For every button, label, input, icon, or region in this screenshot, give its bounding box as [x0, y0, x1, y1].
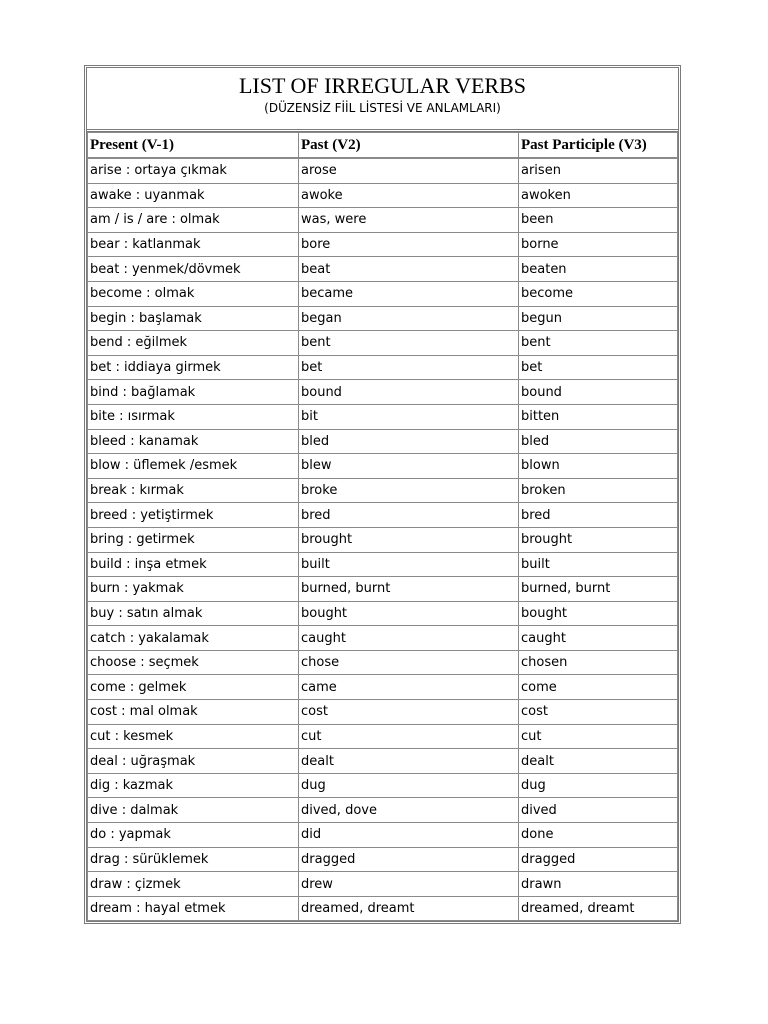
past-participle-cell: become [519, 281, 678, 306]
table-row [88, 823, 678, 848]
table-row [88, 478, 678, 503]
verb-list-sheet [84, 65, 681, 924]
table-row [88, 380, 678, 405]
present-cell: bite : ısırmak [88, 404, 299, 429]
table-body [88, 158, 678, 921]
page-subtitle: (DÜZENSİZ FİİL LİSTESİ VE ANLAMLARI) [264, 101, 501, 115]
past-cell: bound [299, 380, 519, 405]
table-row [88, 281, 678, 306]
present-cell: dream : hayal etmek [88, 896, 299, 921]
past-cell: beat [299, 257, 519, 282]
past-participle-cell: cost [519, 700, 678, 725]
page-title: LIST OF IRREGULAR VERBS [238, 73, 527, 98]
past-participle-cell: dived [519, 798, 678, 823]
past-participle-cell: built [519, 552, 678, 577]
past-cell: bled [299, 429, 519, 454]
past-cell: became [299, 281, 519, 306]
table-row [88, 183, 678, 208]
present-cell: cut : kesmek [88, 724, 299, 749]
past-cell: bred [299, 503, 519, 528]
present-cell: blow : üflemek /esmek [88, 454, 299, 479]
table-row [88, 626, 678, 651]
present-cell: awake : uyanmak [88, 183, 299, 208]
past-participle-cell: chosen [519, 650, 678, 675]
past-cell: dug [299, 773, 519, 798]
title-block [87, 68, 678, 132]
past-cell: bet [299, 355, 519, 380]
past-participle-cell: dug [519, 773, 678, 798]
present-cell: dig : kazmak [88, 773, 299, 798]
past-cell: began [299, 306, 519, 331]
present-cell: am / is / are : olmak [88, 208, 299, 233]
past-participle-cell: come [519, 675, 678, 700]
present-cell: dive : dalmak [88, 798, 299, 823]
present-cell: bet : iddiaya girmek [88, 355, 299, 380]
past-participle-cell: dreamed, dreamt [519, 896, 678, 921]
past-participle-cell: dealt [519, 749, 678, 774]
present-cell: bleed : kanamak [88, 429, 299, 454]
present-cell: breed : yetiştirmek [88, 503, 299, 528]
table-row [88, 306, 678, 331]
past-participle-cell: bred [519, 503, 678, 528]
past-cell: dragged [299, 847, 519, 872]
past-cell: blew [299, 454, 519, 479]
present-cell: arise : ortaya çıkmak [88, 158, 299, 183]
table-row [88, 158, 678, 183]
table-row [88, 601, 678, 626]
past-cell: drew [299, 872, 519, 897]
past-participle-cell: cut [519, 724, 678, 749]
past-cell: burned, burnt [299, 577, 519, 602]
present-cell: bind : bağlamak [88, 380, 299, 405]
past-cell: brought [299, 527, 519, 552]
present-cell: come : gelmek [88, 675, 299, 700]
verb-table [87, 132, 678, 921]
past-cell: bent [299, 331, 519, 356]
past-participle-cell: broken [519, 478, 678, 503]
past-cell: chose [299, 650, 519, 675]
table-row [88, 872, 678, 897]
table-row [88, 232, 678, 257]
present-cell: burn : yakmak [88, 577, 299, 602]
past-participle-cell: arisen [519, 158, 678, 183]
past-cell: dived, dove [299, 798, 519, 823]
table-row [88, 650, 678, 675]
table-row [88, 503, 678, 528]
past-participle-cell: bled [519, 429, 678, 454]
table-row [88, 331, 678, 356]
past-cell: came [299, 675, 519, 700]
present-cell: become : olmak [88, 281, 299, 306]
present-cell: bend : eğilmek [88, 331, 299, 356]
past-participle-cell: drawn [519, 872, 678, 897]
past-cell: caught [299, 626, 519, 651]
past-cell: bore [299, 232, 519, 257]
header-past-participle: Past Participle (V3) [519, 133, 678, 159]
past-cell: broke [299, 478, 519, 503]
past-cell: bit [299, 404, 519, 429]
past-cell: cost [299, 700, 519, 725]
header-past: Past (V2) [299, 133, 519, 159]
present-cell: buy : satın almak [88, 601, 299, 626]
table-row [88, 454, 678, 479]
past-cell: dealt [299, 749, 519, 774]
present-cell: bring : getirmek [88, 527, 299, 552]
table-row [88, 577, 678, 602]
past-participle-cell: burned, burnt [519, 577, 678, 602]
header-present: Present (V-1) [88, 133, 299, 159]
past-participle-cell: bound [519, 380, 678, 405]
past-participle-cell: dragged [519, 847, 678, 872]
past-participle-cell: bitten [519, 404, 678, 429]
present-cell: drag : sürüklemek [88, 847, 299, 872]
past-cell: awoke [299, 183, 519, 208]
table-row [88, 404, 678, 429]
past-cell: bought [299, 601, 519, 626]
table-row [88, 773, 678, 798]
past-participle-cell: done [519, 823, 678, 848]
past-cell: dreamed, dreamt [299, 896, 519, 921]
table-header-row [88, 133, 678, 159]
present-cell: begin : başlamak [88, 306, 299, 331]
table-row [88, 527, 678, 552]
present-cell: catch : yakalamak [88, 626, 299, 651]
past-participle-cell: borne [519, 232, 678, 257]
past-cell: arose [299, 158, 519, 183]
present-cell: build : inşa etmek [88, 552, 299, 577]
past-participle-cell: beaten [519, 257, 678, 282]
table-row [88, 552, 678, 577]
present-cell: bear : katlanmak [88, 232, 299, 257]
present-cell: draw : çizmek [88, 872, 299, 897]
table-row [88, 798, 678, 823]
present-cell: break : kırmak [88, 478, 299, 503]
past-participle-cell: brought [519, 527, 678, 552]
table-row [88, 724, 678, 749]
past-cell: built [299, 552, 519, 577]
present-cell: deal : uğraşmak [88, 749, 299, 774]
table-row [88, 208, 678, 233]
table-row [88, 896, 678, 921]
past-cell: was, were [299, 208, 519, 233]
past-participle-cell: awoken [519, 183, 678, 208]
past-participle-cell: blown [519, 454, 678, 479]
table-row [88, 257, 678, 282]
past-participle-cell: bet [519, 355, 678, 380]
table-row [88, 847, 678, 872]
present-cell: do : yapmak [88, 823, 299, 848]
table-row [88, 700, 678, 725]
past-cell: cut [299, 724, 519, 749]
past-participle-cell: bent [519, 331, 678, 356]
present-cell: choose : seçmek [88, 650, 299, 675]
present-cell: cost : mal olmak [88, 700, 299, 725]
past-cell: did [299, 823, 519, 848]
table-row [88, 675, 678, 700]
present-cell: beat : yenmek/dövmek [88, 257, 299, 282]
table-row [88, 355, 678, 380]
past-participle-cell: begun [519, 306, 678, 331]
table-row [88, 749, 678, 774]
past-participle-cell: caught [519, 626, 678, 651]
table-row [88, 429, 678, 454]
past-participle-cell: bought [519, 601, 678, 626]
past-participle-cell: been [519, 208, 678, 233]
